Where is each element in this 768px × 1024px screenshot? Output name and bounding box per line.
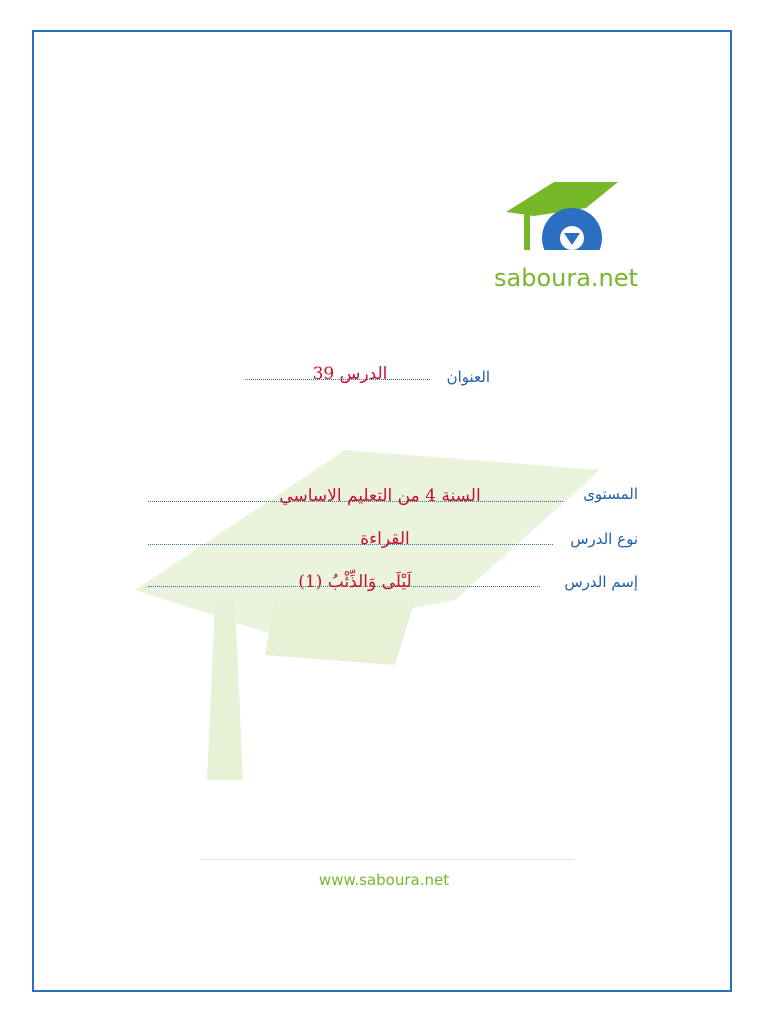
graduation-cap-logo-icon — [494, 180, 654, 250]
level-value: السنة 4 من التعليم الاساسي — [279, 486, 481, 506]
title-label: العنوان — [446, 368, 490, 386]
lesson-type-value: القراءة — [360, 529, 410, 549]
title-value: الدرس 39 — [312, 364, 388, 384]
footer-divider — [200, 859, 574, 860]
lesson-type-label: نوع الدرس — [570, 530, 638, 548]
level-label: المستوى — [583, 485, 638, 503]
lesson-name-value: لَيْلَى وَالذِّئْبُ (1) — [298, 572, 412, 592]
footer-url[interactable]: www.saboura.net — [318, 871, 450, 889]
logo-text: saboura.net — [494, 264, 638, 292]
lesson-name-label: إسم الدرس — [564, 573, 638, 591]
saboura-logo — [494, 180, 654, 290]
